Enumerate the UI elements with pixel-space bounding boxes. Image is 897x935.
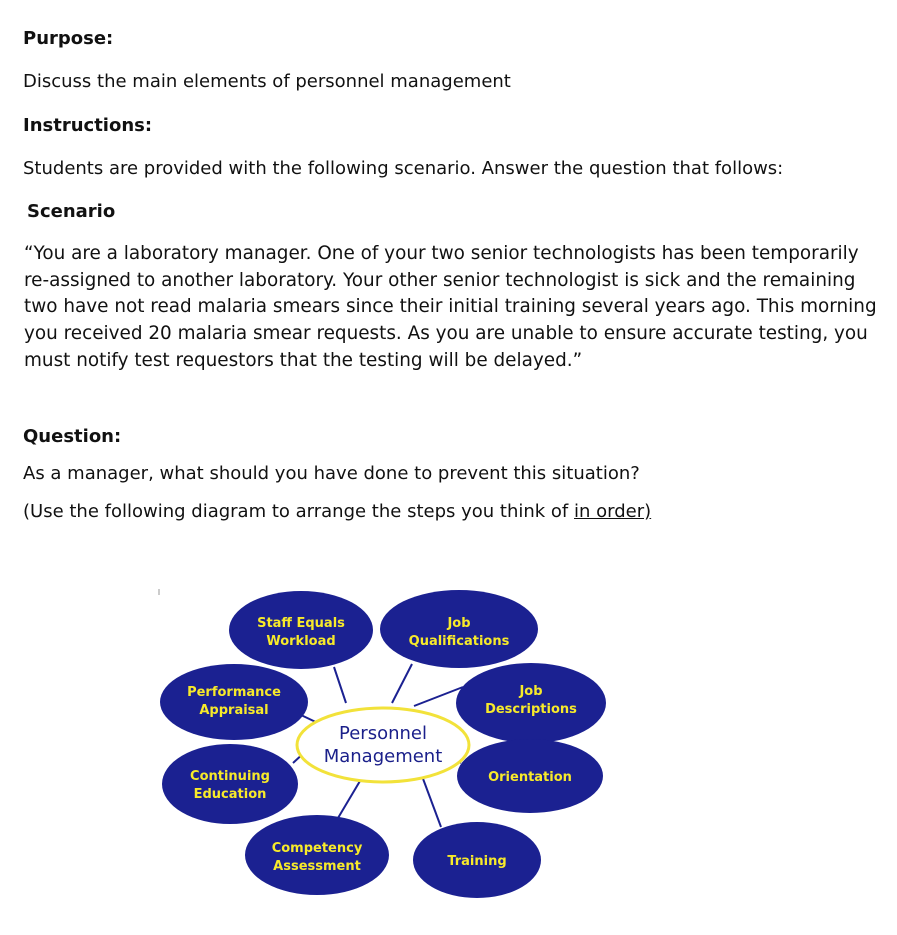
scenario-line: “You are a laboratory manager. One of your two senior technologists has been temporarily — [24, 243, 859, 264]
question-text: As a manager, what should you have done to prevent this situation? — [23, 463, 640, 484]
node-conted-line2: Education — [193, 787, 267, 802]
connector-staff — [334, 667, 346, 703]
node-jobqual-line2: Qualifications — [408, 634, 510, 649]
node-perf-line1: Performance — [187, 685, 281, 700]
node-perf-line2: Appraisal — [199, 703, 269, 718]
center-node-line1: Personnel — [339, 723, 427, 744]
node-staff-line2: Workload — [266, 634, 336, 649]
scenario-line: you received 20 malaria smear requests. As you are unable to ensure accurate testing, you — [24, 323, 868, 345]
connector-jobdesc — [414, 687, 463, 706]
connector-training — [422, 776, 441, 827]
center-node-line2: Management — [323, 746, 443, 767]
node-compet-line1: Competency — [271, 841, 363, 856]
node-jobqual-line1: Job — [447, 616, 471, 631]
purpose-heading: Purpose: — [23, 28, 114, 49]
node-continuing-education — [162, 744, 298, 824]
question-instruction — [23, 498, 651, 525]
instructions-text: Students are provided with the following scenario. Answer the question that follows: — [23, 158, 784, 179]
node-jobdesc-line1: Job — [519, 684, 543, 699]
node-staff-line1: Staff Equals — [257, 616, 345, 631]
node-performance-appraisal — [160, 664, 308, 740]
question-heading: Question: — [23, 426, 122, 447]
question-instruction-prefix: (Use the following diagram to arrange the steps you think of — [23, 501, 574, 522]
node-compet-line2: Assessment — [273, 859, 361, 874]
node-orient-line1: Orientation — [488, 770, 572, 785]
connector-jobqual — [392, 664, 412, 703]
scenario-heading: Scenario — [27, 201, 116, 222]
node-conted-line1: Continuing — [190, 769, 270, 784]
question-instruction-underlined: in order) — [574, 501, 652, 522]
scenario-line: two have not read malaria smears since their initial training several years ago. This morning — [24, 296, 877, 318]
node-training-line1: Training — [447, 854, 507, 869]
center-node-ellipse — [297, 708, 469, 782]
personnel-management-diagram — [150, 585, 620, 905]
connector-compet — [338, 781, 360, 818]
instructions-heading: Instructions: — [23, 115, 153, 136]
scenario-line: must notify test requestors that the testing will be delayed.” — [24, 349, 583, 371]
scenario-line: re-assigned to another laboratory. Your other senior technologist is sick and the remaining — [24, 269, 856, 291]
scenario-paragraph — [24, 241, 877, 375]
node-jobdesc-line2: Descriptions — [485, 702, 577, 717]
purpose-text: Discuss the main elements of personnel management — [23, 71, 511, 92]
